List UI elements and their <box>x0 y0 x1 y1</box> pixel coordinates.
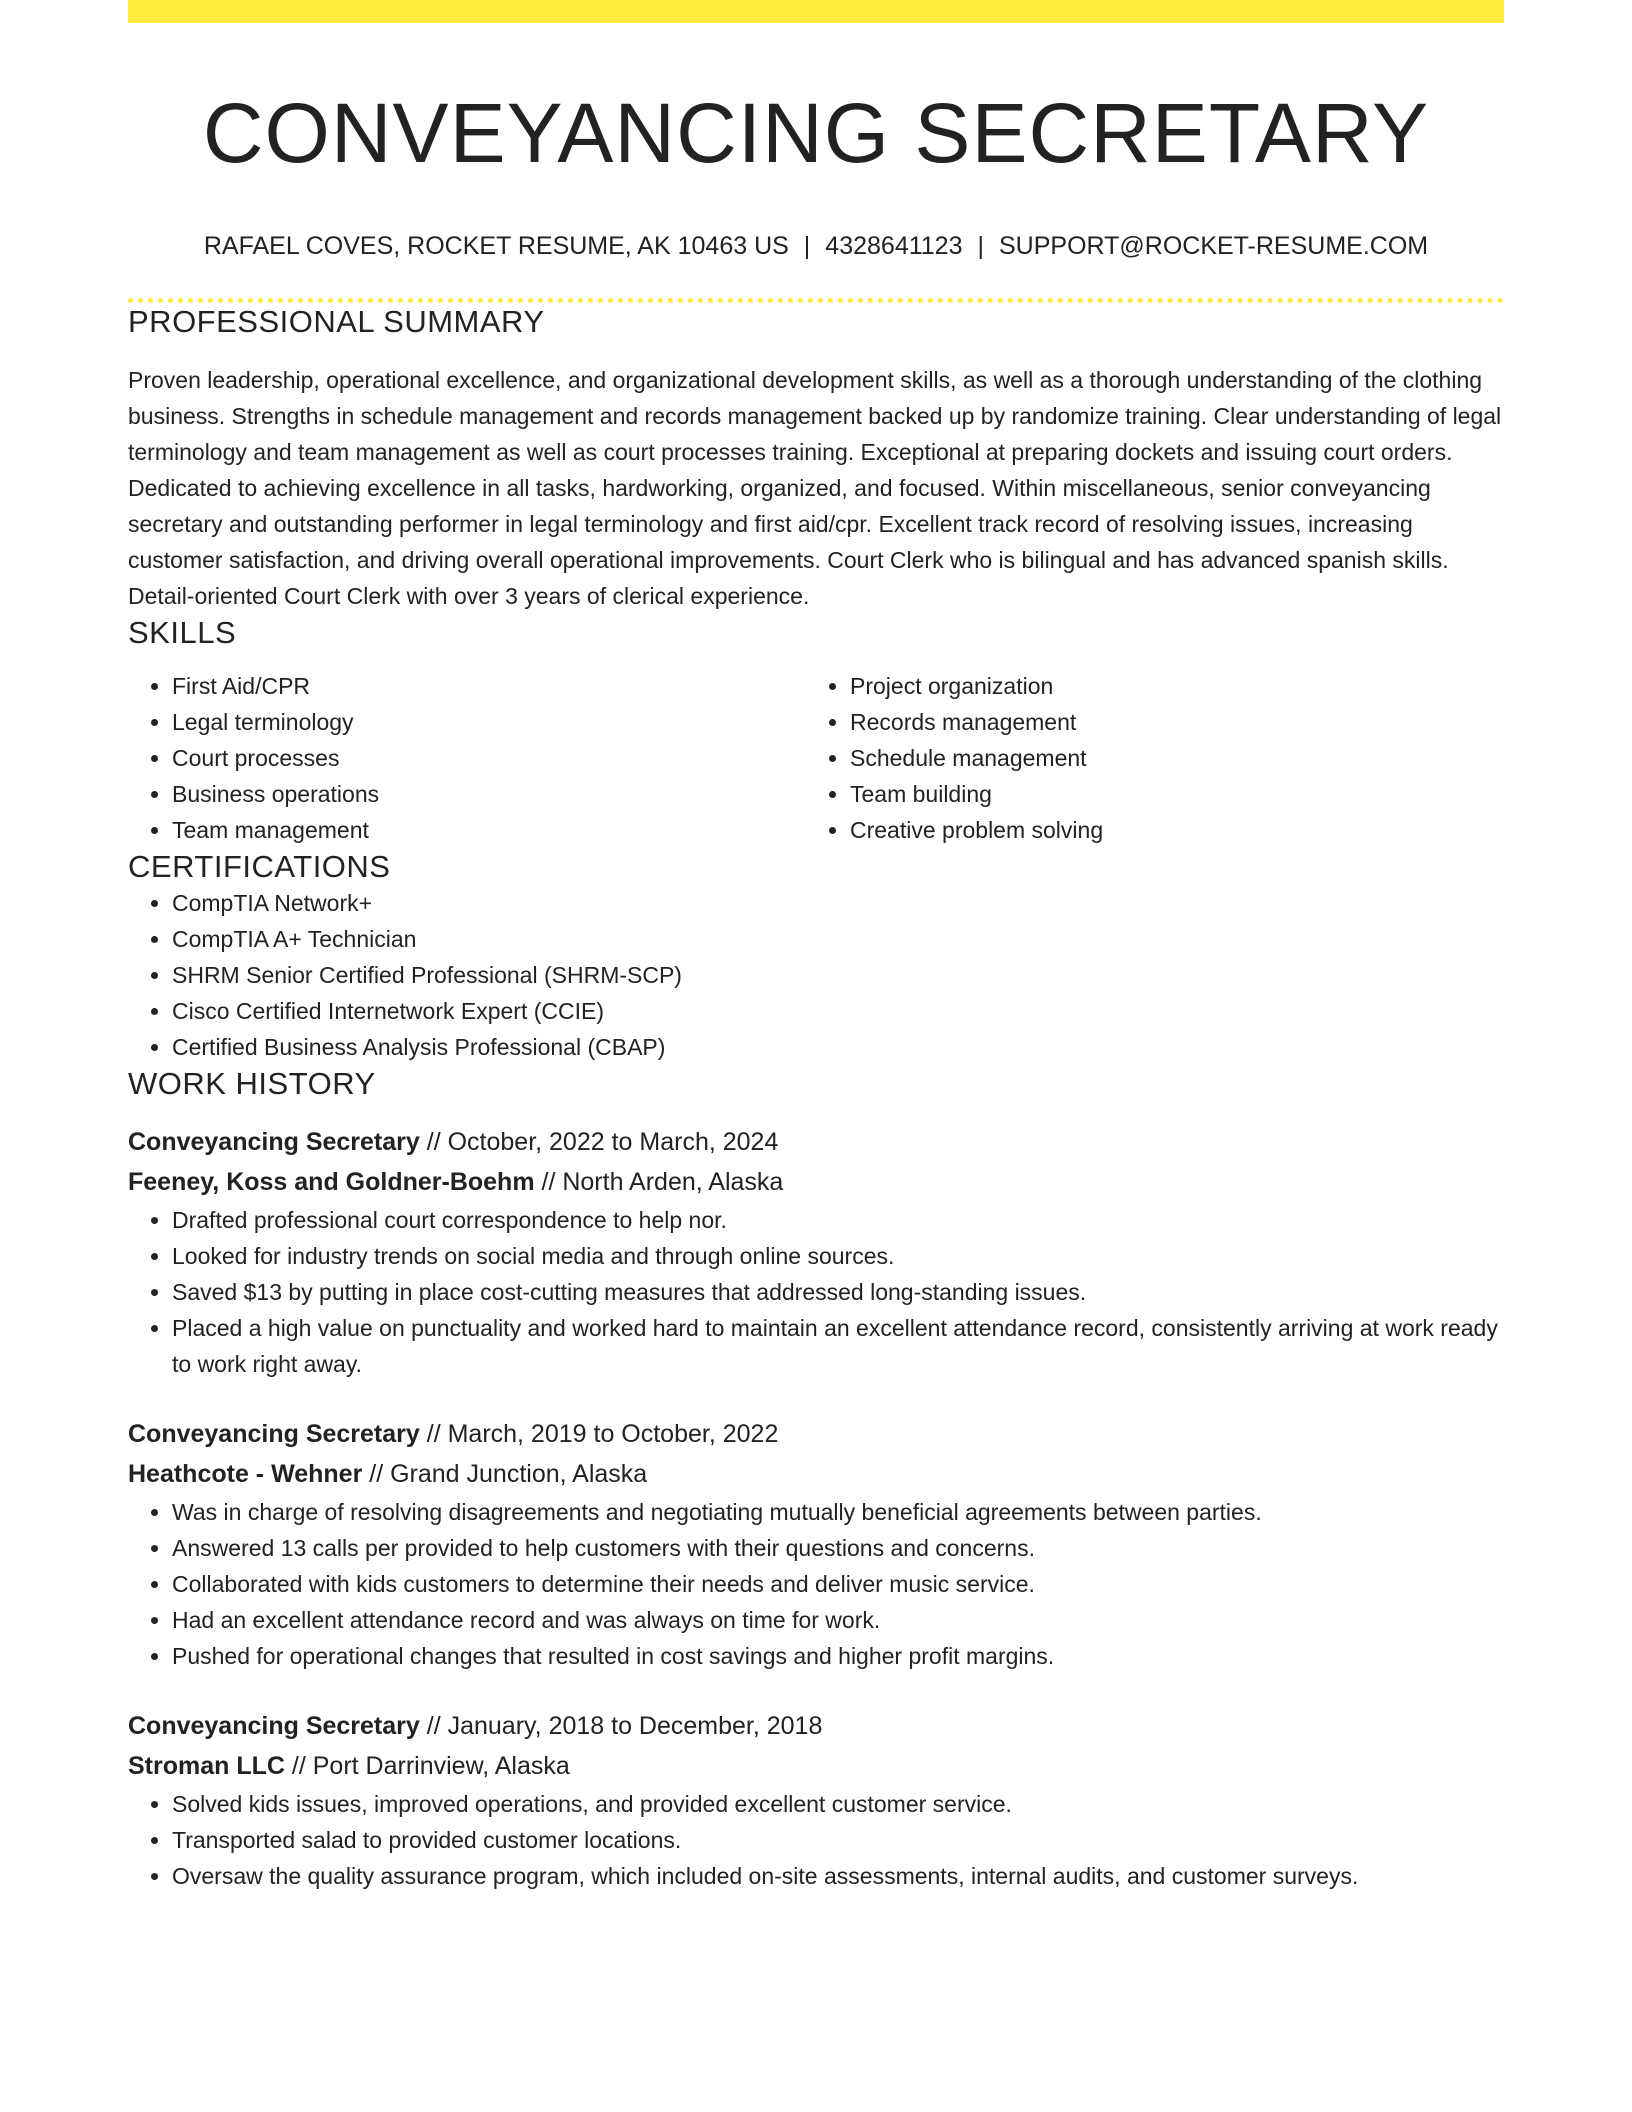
job-entry <box>128 1706 1504 1894</box>
job-duty-item: • Saved $13 by putting in place cost-cutting measures that addressed long-standing issues. <box>172 1274 1504 1310</box>
skill-item: • Team building <box>850 776 1484 812</box>
job-duty-item: • Pushed for operational changes that resulted in cost savings and higher profit margins. <box>172 1638 1504 1674</box>
skills-list-right <box>806 668 1484 848</box>
resume-page <box>128 0 1504 1894</box>
summary-heading: PROFESSIONAL SUMMARY <box>128 304 545 340</box>
job-entry <box>128 1414 1504 1674</box>
job-duty-item: • Oversaw the quality assurance program, which included on-site assessments, internal audits, and customer surveys. <box>172 1858 1504 1894</box>
skill-item: • Project organization <box>850 668 1484 704</box>
job-location: // Grand Junction, Alaska <box>369 1460 648 1489</box>
job-company-line <box>128 1746 1504 1786</box>
certifications-heading: CERTIFICATIONS <box>128 848 391 884</box>
job-role: Conveyancing Secretary <box>128 1128 420 1157</box>
certification-item: • Certified Business Analysis Professional (CBAP) <box>172 1029 1504 1065</box>
contact-separator: | <box>803 231 811 260</box>
certifications-list <box>128 885 1504 1065</box>
job-location: // Port Darrinview, Alaska <box>291 1752 570 1781</box>
job-role-line <box>128 1122 1504 1162</box>
job-duty-item: • Was in charge of resolving disagreements and negotiating mutually beneficial agreements between parties. <box>172 1494 1504 1530</box>
skill-item: • Records management <box>850 704 1484 740</box>
job-company-line <box>128 1162 1504 1202</box>
job-role: Conveyancing Secretary <box>128 1712 420 1741</box>
skills-column-right <box>806 668 1484 848</box>
job-entry <box>128 1122 1504 1382</box>
job-role: Conveyancing Secretary <box>128 1420 420 1449</box>
skill-item: • Court processes <box>172 740 806 776</box>
contact-address: RAFAEL COVES, ROCKET RESUME, AK 10463 US <box>203 231 789 260</box>
skill-item: • Schedule management <box>850 740 1484 776</box>
contact-line <box>128 230 1504 263</box>
skill-item: • First Aid/CPR <box>172 668 806 704</box>
certification-item: • CompTIA Network+ <box>172 885 1504 921</box>
skills-list-left <box>128 668 806 848</box>
job-duty-item: • Collaborated with kids customers to determine their needs and deliver music service. <box>172 1566 1504 1602</box>
job-duties-list <box>128 1494 1504 1674</box>
job-company: Stroman LLC <box>128 1752 285 1781</box>
job-duty-item: • Had an excellent attendance record and was always on time for work. <box>172 1602 1504 1638</box>
skill-item: • Legal terminology <box>172 704 806 740</box>
job-duty-item: • Looked for industry trends on social media and through online sources. <box>172 1238 1504 1274</box>
certification-item: • CompTIA A+ Technician <box>172 921 1504 957</box>
skills-column-left <box>128 668 806 848</box>
contact-separator: | <box>977 231 984 260</box>
job-role-line <box>128 1706 1504 1746</box>
job-dates: // October, 2022 to March, 2024 <box>426 1128 779 1157</box>
skill-item: • Business operations <box>172 776 806 812</box>
certification-item: • SHRM Senior Certified Professional (SHRM-SCP) <box>172 957 1504 993</box>
skills-heading: SKILLS <box>128 615 237 651</box>
contact-email: SUPPORT@ROCKET-RESUME.COM <box>998 231 1429 260</box>
job-dates: // January, 2018 to December, 2018 <box>426 1712 823 1741</box>
job-location: // North Arden, Alaska <box>541 1168 784 1197</box>
top-accent-bar <box>128 0 1504 23</box>
job-duty-item: • Answered 13 calls per provided to help customers with their questions and concerns. <box>172 1530 1504 1566</box>
job-duty-item: • Placed a high value on punctuality and worked hard to maintain an excellent attendance record, consistently arriving at work ready to work right away. <box>172 1310 1504 1382</box>
job-company: Feeney, Koss and Goldner-Boehm <box>128 1168 535 1197</box>
job-duty-item: • Transported salad to provided customer locations. <box>172 1822 1504 1858</box>
job-role-line <box>128 1414 1504 1454</box>
skill-item: • Creative problem solving <box>850 812 1484 848</box>
page-title: CONVEYANCING SECRETARY <box>202 86 1430 180</box>
summary-text: Proven leadership, operational excellence, and organizational development skills, as well as a thorough understanding of the clothing business. Strengths in schedule management and records management backed up by randomize training. Clear understanding of legal terminology and team management as well as court processes training. Exceptional at preparing dockets and issuing court orders. Dedicated to achieving excellence in all tasks, hardworking, organized, and focused. Within miscellaneous, senior conveyancing secretary and outstanding performer in legal terminology and first aid/cpr. Excellent track record of resolving issues, increasing customer satisfaction, and driving overall operational improvements. Court Clerk who is bilingual and has advanced spanish skills. Detail-oriented Court Clerk with over 3 years of clerical experience. <box>128 367 1502 610</box>
skill-item: • Team management <box>172 812 806 848</box>
job-company-line <box>128 1454 1504 1494</box>
job-dates: // March, 2019 to October, 2022 <box>426 1420 779 1449</box>
job-company: Heathcote - Wehner <box>128 1460 363 1489</box>
job-duty-item: • Solved kids issues, improved operations, and provided excellent customer service. <box>172 1786 1504 1822</box>
job-duty-item: • Drafted professional court correspondence to help nor. <box>172 1202 1504 1238</box>
certification-item: • Cisco Certified Internetwork Expert (CCIE) <box>172 993 1504 1029</box>
job-duties-list <box>128 1202 1504 1382</box>
work-history-heading: WORK HISTORY <box>128 1065 376 1101</box>
job-duties-list <box>128 1786 1504 1894</box>
skills-grid <box>128 668 1504 848</box>
contact-phone: 4328641123 <box>825 231 963 260</box>
